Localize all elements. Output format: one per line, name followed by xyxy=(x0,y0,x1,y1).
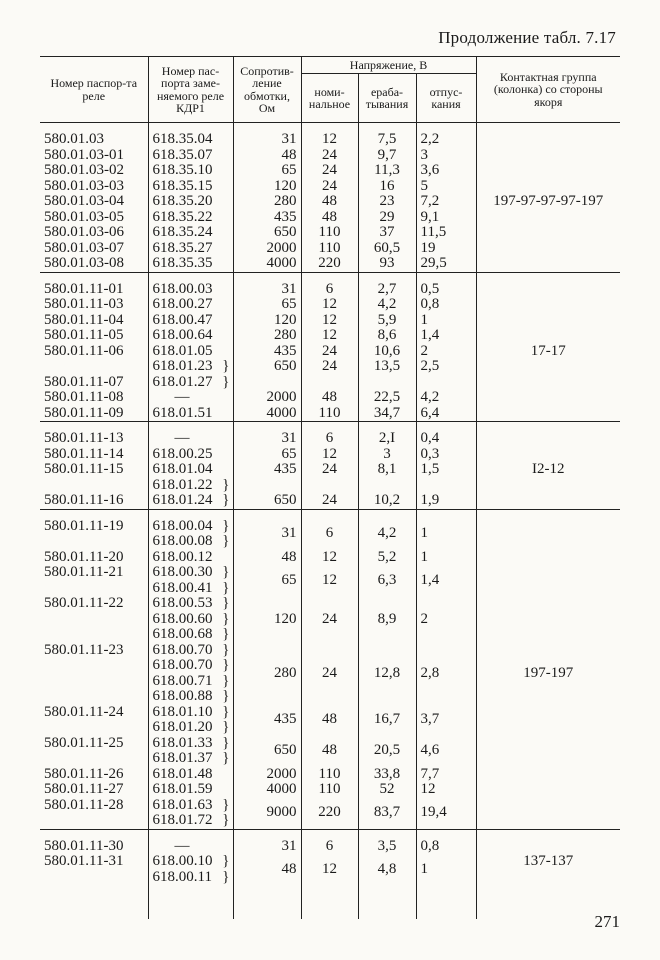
replaced-relay-line: 618.00.25 xyxy=(152,445,213,462)
replaced-relay-line: — xyxy=(174,389,190,405)
contact-group: 197-97-97-97-197 xyxy=(476,132,620,272)
nominal-voltage: 220 xyxy=(301,798,358,830)
pickup-voltage: 10,2 xyxy=(358,493,416,509)
replaced-relay-line: 618.01.59 xyxy=(152,781,213,797)
resistance-value: 65 xyxy=(233,447,301,463)
header-contact: Контактная группа (колонка) со стороны якоря xyxy=(476,57,620,123)
nominal-voltage: 24 xyxy=(301,493,358,509)
resistance-value: 650 xyxy=(233,493,301,509)
resistance-value: 435 xyxy=(233,705,301,736)
passport-number: 580.01.11-27 xyxy=(44,781,124,797)
resistance-value: 4000 xyxy=(233,256,301,272)
pickup-voltage: 34,7 xyxy=(358,406,416,422)
resistance-value: 280 xyxy=(233,643,301,705)
pickup-voltage: 93 xyxy=(358,256,416,272)
passport-number: 580.01.03-03 xyxy=(44,177,124,194)
replaced-relay-number xyxy=(148,297,233,313)
resistance-value: 2000 xyxy=(233,390,301,406)
pickup-voltage: 5,2 xyxy=(358,550,416,566)
passport-number: 580.01.11-09 xyxy=(44,404,124,421)
pickup-voltage: 8,1 xyxy=(358,462,416,478)
pickup-voltage: 83,7 xyxy=(358,798,416,830)
pickup-voltage xyxy=(358,478,416,494)
replaced-relay-number xyxy=(148,705,233,736)
passport-number: 580.01.11-13 xyxy=(44,430,124,446)
release-voltage: 2,2 xyxy=(416,132,476,148)
passport-number: 580.01.03-05 xyxy=(44,208,124,225)
table-row xyxy=(40,839,620,855)
pickup-voltage: 16,7 xyxy=(358,705,416,736)
nominal-voltage: 12 xyxy=(301,854,358,885)
resistance-value: 48 xyxy=(233,550,301,566)
header-release: отпус-кания xyxy=(416,74,476,123)
header-voltage: Напряжение, В xyxy=(301,57,476,74)
pickup-voltage xyxy=(358,375,416,391)
resistance-value: 4000 xyxy=(233,782,301,798)
release-voltage: 0,3 xyxy=(416,447,476,463)
replaced-relay-number xyxy=(148,359,233,375)
group-spacer xyxy=(40,509,620,519)
replaced-relay-number xyxy=(148,854,233,885)
pickup-voltage: 2,7 xyxy=(358,282,416,298)
nominal-voltage: 6 xyxy=(301,431,358,447)
pickup-voltage: 10,6 xyxy=(358,344,416,360)
replaced-relay-line: — xyxy=(174,837,190,854)
passport-number: 580.01.03-08 xyxy=(44,255,124,271)
nominal-voltage: 6 xyxy=(301,282,358,298)
replaced-relay-number xyxy=(148,328,233,344)
contact-group: 17-17 xyxy=(476,282,620,422)
replaced-relay-number xyxy=(148,782,233,798)
table-caption: Продолжение табл. 7.17 xyxy=(438,28,616,47)
nominal-voltage: 12 xyxy=(301,313,358,329)
table-row xyxy=(40,431,620,447)
passport-number: 580.01.11-30 xyxy=(44,837,124,854)
replaced-relay-number xyxy=(148,163,233,179)
passport-number xyxy=(40,359,148,375)
pickup-voltage: 60,5 xyxy=(358,241,416,257)
passport-number: 580.01.11-04 xyxy=(44,311,124,328)
passport-number: 580.01.03-06 xyxy=(44,224,124,240)
passport-number: 580.01.11-21 xyxy=(44,564,124,580)
replaced-relay-number xyxy=(148,736,233,767)
nominal-voltage: 110 xyxy=(301,406,358,422)
pickup-voltage: 3 xyxy=(358,447,416,463)
table-header xyxy=(40,57,620,123)
replaced-relay-line: 618.00.03 xyxy=(152,280,213,297)
resistance-value: 31 xyxy=(233,282,301,298)
replaced-relay-number xyxy=(148,447,233,463)
passport-number: 580.01.11-15 xyxy=(44,461,124,477)
replaced-relay-number xyxy=(148,462,233,478)
replaced-relay-line: 618.01.10 } xyxy=(153,705,229,721)
passport-number: 580.01.11-07 xyxy=(44,373,124,390)
replaced-relay-line: 618.35.22 xyxy=(152,208,213,225)
nominal-voltage xyxy=(301,375,358,391)
release-voltage: 7,7 xyxy=(416,767,476,783)
nominal-voltage: 110 xyxy=(301,241,358,257)
replaced-relay-number xyxy=(148,194,233,210)
table-row xyxy=(40,519,620,550)
release-voltage: 5 xyxy=(416,179,476,195)
release-voltage: 29,5 xyxy=(416,256,476,272)
passport-number: 580.01.11-01 xyxy=(44,280,124,297)
replaced-relay-line: 618.35.07 xyxy=(152,146,213,163)
passport-number: 580.01.11-23 xyxy=(44,641,124,658)
replaced-relay-line: 618.00.70 } xyxy=(153,658,229,674)
passport-number: 580.01.11-22 xyxy=(44,595,124,611)
replaced-relay-line: 618.01.24 } xyxy=(153,493,229,509)
release-voltage: 2 xyxy=(416,344,476,360)
release-voltage xyxy=(416,375,476,391)
release-voltage: 3,7 xyxy=(416,705,476,736)
replaced-relay-line: 618.35.35 xyxy=(152,255,213,271)
replaced-relay-number xyxy=(148,256,233,272)
replaced-relay-line: 618.01.23 } xyxy=(153,359,229,375)
release-voltage: 3 xyxy=(416,148,476,164)
replaced-relay-number xyxy=(148,344,233,360)
page-number: 271 xyxy=(594,912,620,931)
nominal-voltage: 24 xyxy=(301,596,358,643)
passport-number: 580.01.11-24 xyxy=(44,703,124,720)
release-voltage: 4,6 xyxy=(416,736,476,767)
resistance-value: 280 xyxy=(233,194,301,210)
passport-number: 580.01.03-02 xyxy=(44,162,124,178)
release-voltage: 0,8 xyxy=(416,297,476,313)
pickup-voltage: 11,3 xyxy=(358,163,416,179)
nominal-voltage: 24 xyxy=(301,163,358,179)
replaced-relay-line: 618.00.41 } xyxy=(153,581,229,597)
pickup-voltage: 13,5 xyxy=(358,359,416,375)
replaced-relay-line: 618.35.27 xyxy=(152,239,213,256)
replaced-relay-number xyxy=(148,431,233,447)
pickup-voltage: 22,5 xyxy=(358,390,416,406)
replaced-relay-line: 618.00.47 xyxy=(152,311,213,328)
release-voltage: 3,6 xyxy=(416,163,476,179)
resistance-value: 9000 xyxy=(233,798,301,830)
replaced-relay-line: 618.00.88 } xyxy=(153,689,229,705)
contact-group: 197-197 xyxy=(476,519,620,830)
replaced-relay-line: 618.00.71 } xyxy=(153,674,229,690)
replaced-relay-line: 618.00.70 } xyxy=(153,643,229,659)
release-voltage: 7,2 xyxy=(416,194,476,210)
replaced-relay-line: — xyxy=(174,430,190,446)
replaced-relay-line: 618.35.15 xyxy=(152,177,213,194)
replaced-relay-line: 618.01.37 } xyxy=(153,751,229,767)
release-voltage: 1,9 xyxy=(416,493,476,509)
resistance-value: 2000 xyxy=(233,767,301,783)
resistance-value: 31 xyxy=(233,431,301,447)
replaced-relay-number xyxy=(148,225,233,241)
resistance-value: 120 xyxy=(233,313,301,329)
replaced-relay-number xyxy=(148,643,233,705)
header-resistance: Сопротив-ление обмотки, Ом xyxy=(233,57,301,123)
pickup-voltage: 4,2 xyxy=(358,519,416,550)
resistance-value: 650 xyxy=(233,736,301,767)
release-voltage: 9,1 xyxy=(416,210,476,226)
pickup-voltage: 8,9 xyxy=(358,596,416,643)
passport-number: 580.01.11-19 xyxy=(44,517,124,534)
replaced-relay-number xyxy=(148,767,233,783)
replaced-relay-number xyxy=(148,406,233,422)
release-voltage: 19,4 xyxy=(416,798,476,830)
header-pickup: ераба-тывания xyxy=(358,74,416,123)
nominal-voltage: 220 xyxy=(301,256,358,272)
replaced-relay-line: 618.01.04 xyxy=(152,461,213,477)
replaced-relay-number xyxy=(148,596,233,643)
release-voltage xyxy=(416,478,476,494)
pickup-voltage: 2,I xyxy=(358,431,416,447)
passport-number: 580.01.03 xyxy=(44,131,104,147)
release-voltage: 19 xyxy=(416,241,476,257)
nominal-voltage: 12 xyxy=(301,328,358,344)
release-voltage: 0,4 xyxy=(416,431,476,447)
nominal-voltage: 110 xyxy=(301,225,358,241)
replaced-relay-line: 618.00.11 } xyxy=(153,870,229,886)
resistance-value: 65 xyxy=(233,163,301,179)
pickup-voltage: 5,9 xyxy=(358,313,416,329)
resistance-value: 120 xyxy=(233,179,301,195)
replaced-relay-line: 618.35.10 xyxy=(152,162,213,178)
replaced-relay-line: 618.00.30 } xyxy=(153,565,229,581)
nominal-voltage: 12 xyxy=(301,132,358,148)
resistance-value: 650 xyxy=(233,359,301,375)
passport-number xyxy=(40,478,148,494)
resistance-value: 65 xyxy=(233,297,301,313)
nominal-voltage xyxy=(301,478,358,494)
nominal-voltage: 24 xyxy=(301,359,358,375)
resistance-value xyxy=(233,375,301,391)
release-voltage: 6,4 xyxy=(416,406,476,422)
release-voltage: 1 xyxy=(416,313,476,329)
passport-number: 580.01.11-14 xyxy=(44,445,124,462)
table-row xyxy=(40,132,620,148)
replaced-relay-line: 618.35.04 xyxy=(152,131,213,147)
resistance-value: 48 xyxy=(233,854,301,885)
replaced-relay-line: 618.00.27 xyxy=(152,296,213,312)
nominal-voltage: 12 xyxy=(301,550,358,566)
nominal-voltage: 12 xyxy=(301,565,358,596)
replaced-relay-line: 618.00.64 xyxy=(152,327,213,343)
resistance-value: 48 xyxy=(233,148,301,164)
resistance-value: 435 xyxy=(233,344,301,360)
release-voltage: 2,8 xyxy=(416,643,476,705)
release-voltage: 1,5 xyxy=(416,462,476,478)
replaced-relay-number xyxy=(148,313,233,329)
resistance-value: 650 xyxy=(233,225,301,241)
nominal-voltage: 110 xyxy=(301,767,358,783)
replaced-relay-number xyxy=(148,179,233,195)
nominal-voltage: 24 xyxy=(301,462,358,478)
passport-number: 580.01.03-07 xyxy=(44,239,124,256)
nominal-voltage: 24 xyxy=(301,344,358,360)
table-body xyxy=(40,123,620,920)
resistance-value: 31 xyxy=(233,132,301,148)
replaced-relay-line: 618.35.20 xyxy=(152,193,213,209)
replaced-relay-number xyxy=(148,282,233,298)
release-voltage: 1,4 xyxy=(416,565,476,596)
pickup-voltage: 52 xyxy=(358,782,416,798)
pickup-voltage: 9,7 xyxy=(358,148,416,164)
pickup-voltage: 3,5 xyxy=(358,839,416,855)
nominal-voltage: 48 xyxy=(301,736,358,767)
replaced-relay-line: 618.01.33 } xyxy=(153,736,229,752)
release-voltage: 2,5 xyxy=(416,359,476,375)
passport-number: 580.01.11-06 xyxy=(44,342,124,359)
nominal-voltage: 24 xyxy=(301,148,358,164)
resistance-value: 435 xyxy=(233,462,301,478)
replaced-relay-number xyxy=(148,478,233,494)
replaced-relay-line: 618.01.51 xyxy=(152,404,213,421)
replaced-relay-line: 618.01.63 } xyxy=(153,798,229,814)
release-voltage: 1,4 xyxy=(416,328,476,344)
replaced-relay-number xyxy=(148,839,233,855)
pickup-voltage: 4,8 xyxy=(358,854,416,885)
nominal-voltage: 24 xyxy=(301,179,358,195)
release-voltage: 1 xyxy=(416,519,476,550)
pickup-voltage: 4,2 xyxy=(358,297,416,313)
contact-group: I2-12 xyxy=(476,431,620,509)
nominal-voltage: 48 xyxy=(301,194,358,210)
replaced-relay-line: 618.01.05 xyxy=(152,342,213,359)
release-voltage: 1 xyxy=(416,550,476,566)
replaced-relay-number xyxy=(148,210,233,226)
header-replaced: Номер пас-порта заме-няемого реле КДР1 xyxy=(148,57,233,123)
replaced-relay-line: 618.01.20 } xyxy=(153,720,229,736)
pickup-voltage: 8,6 xyxy=(358,328,416,344)
passport-number: 580.01.11-26 xyxy=(44,765,124,782)
release-voltage: 0,5 xyxy=(416,282,476,298)
replaced-relay-number xyxy=(148,241,233,257)
replaced-relay-number xyxy=(148,798,233,830)
release-voltage: 11,5 xyxy=(416,225,476,241)
release-voltage: 4,2 xyxy=(416,390,476,406)
pickup-voltage: 7,5 xyxy=(358,132,416,148)
passport-number: 580.01.03-01 xyxy=(44,146,124,163)
nominal-voltage: 110 xyxy=(301,782,358,798)
contact-group: 137-137 xyxy=(476,839,620,886)
resistance-value: 31 xyxy=(233,519,301,550)
resistance-value: 120 xyxy=(233,596,301,643)
passport-number: 580.01.11-05 xyxy=(44,327,124,343)
nominal-voltage: 48 xyxy=(301,705,358,736)
pickup-voltage: 23 xyxy=(358,194,416,210)
replaced-relay-line: 618.01.72 } xyxy=(153,813,229,829)
resistance-value: 65 xyxy=(233,565,301,596)
replaced-relay-number xyxy=(148,132,233,148)
passport-number: 580.01.11-20 xyxy=(44,548,124,565)
replaced-relay-line: 618.00.04 } xyxy=(153,519,229,535)
replaced-relay-number xyxy=(148,390,233,406)
resistance-value: 2000 xyxy=(233,241,301,257)
nominal-voltage: 12 xyxy=(301,447,358,463)
nominal-voltage: 24 xyxy=(301,643,358,705)
passport-number: 580.01.11-08 xyxy=(44,389,124,405)
replaced-relay-line: 618.01.27 } xyxy=(153,375,229,391)
table-end-spacer xyxy=(40,885,620,919)
replaced-relay-line: 618.00.10 } xyxy=(153,854,229,870)
replaced-relay-line: 618.00.08 } xyxy=(153,534,229,550)
replaced-relay-number xyxy=(148,565,233,596)
release-voltage: 2 xyxy=(416,596,476,643)
pickup-voltage: 37 xyxy=(358,225,416,241)
pickup-voltage: 33,8 xyxy=(358,767,416,783)
release-voltage: 0,8 xyxy=(416,839,476,855)
resistance-value: 435 xyxy=(233,210,301,226)
passport-number: 580.01.03-04 xyxy=(44,193,124,209)
replaced-relay-line: 618.00.12 xyxy=(152,548,213,565)
nominal-voltage: 48 xyxy=(301,210,358,226)
passport-number: 580.01.11-03 xyxy=(44,296,124,312)
replaced-relay-line: 618.01.48 xyxy=(152,765,213,782)
replaced-relay-number xyxy=(148,519,233,550)
nominal-voltage: 48 xyxy=(301,390,358,406)
passport-number: 580.01.11-16 xyxy=(44,492,124,508)
relay-table xyxy=(40,56,620,919)
replaced-relay-number xyxy=(148,375,233,391)
resistance-value: 280 xyxy=(233,328,301,344)
replaced-relay-line: 618.00.53 } xyxy=(153,596,229,612)
replaced-relay-number xyxy=(148,148,233,164)
release-voltage: 12 xyxy=(416,782,476,798)
resistance-value: 4000 xyxy=(233,406,301,422)
nominal-voltage: 6 xyxy=(301,839,358,855)
nominal-voltage: 6 xyxy=(301,519,358,550)
replaced-relay-line: 618.01.22 } xyxy=(153,478,229,494)
pickup-voltage: 16 xyxy=(358,179,416,195)
resistance-value xyxy=(233,478,301,494)
replaced-relay-line: 618.00.68 } xyxy=(153,627,229,643)
resistance-value: 31 xyxy=(233,839,301,855)
header-nominal: номи-нальное xyxy=(301,74,358,123)
replaced-relay-line: 618.35.24 xyxy=(152,224,213,240)
replaced-relay-number xyxy=(148,550,233,566)
passport-number: 580.01.11-31 xyxy=(44,853,124,869)
pickup-voltage: 29 xyxy=(358,210,416,226)
pickup-voltage: 12,8 xyxy=(358,643,416,705)
passport-number: 580.01.11-28 xyxy=(44,796,124,813)
header-passport: Номер паспор-та реле xyxy=(40,57,148,123)
nominal-voltage: 12 xyxy=(301,297,358,313)
release-voltage: 1 xyxy=(416,854,476,885)
pickup-voltage: 20,5 xyxy=(358,736,416,767)
passport-number: 580.01.11-25 xyxy=(44,734,124,751)
pickup-voltage: 6,3 xyxy=(358,565,416,596)
replaced-relay-line: 618.00.60 } xyxy=(153,612,229,628)
table-row xyxy=(40,282,620,298)
replaced-relay-number xyxy=(148,493,233,509)
